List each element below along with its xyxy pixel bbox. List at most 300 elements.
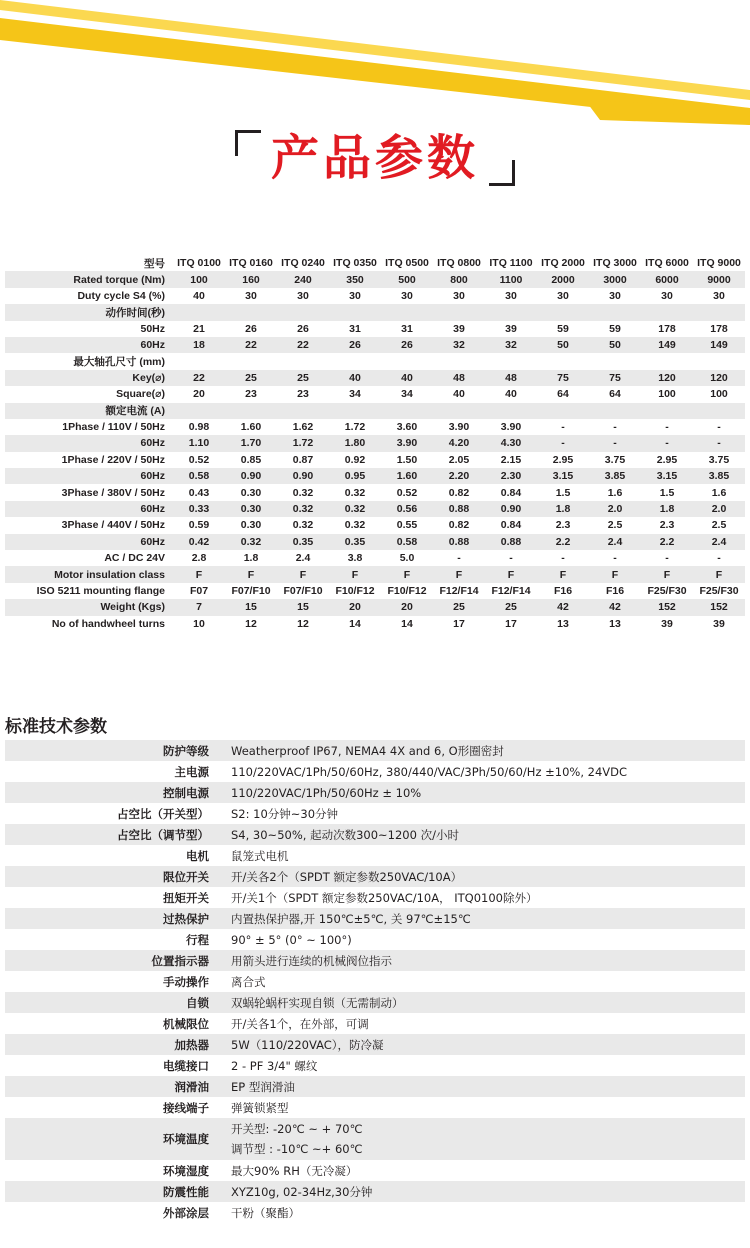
model-col-3: ITQ 0350 (329, 255, 381, 271)
table-cell: 3.85 (693, 468, 745, 484)
table-cell (225, 304, 277, 320)
list-item (5, 1013, 745, 1034)
table-cell: 23 (225, 386, 277, 402)
table-cell: - (641, 550, 693, 566)
table-cell: 0.32 (277, 484, 329, 500)
table-cell: 0.95 (329, 468, 381, 484)
model-col-9: ITQ 6000 (641, 255, 693, 271)
table-cell: - (537, 435, 589, 451)
table-cell: - (589, 419, 641, 435)
table-row (5, 452, 745, 468)
table-cell: 0.88 (433, 501, 485, 517)
list-item (5, 950, 745, 971)
table-cell: 15 (225, 599, 277, 615)
table-cell: F (225, 566, 277, 582)
table-cell: 0.90 (225, 468, 277, 484)
table-cell: 0.52 (173, 452, 225, 468)
table-cell: 3.15 (641, 468, 693, 484)
model-col-5: ITQ 0800 (433, 255, 485, 271)
table-cell (693, 403, 745, 419)
table-cell: F (485, 566, 537, 582)
spec-value: 用箭头进行连续的机械阀位指示 (219, 950, 745, 971)
table-cell: F12/F14 (485, 583, 537, 599)
table-cell: - (641, 435, 693, 451)
table-cell: 3.15 (537, 468, 589, 484)
spec-key: 占空比（开关型） (5, 803, 219, 824)
row-label: Motor insulation class (5, 566, 173, 582)
table-cell: F07/F10 (277, 583, 329, 599)
table-cell (589, 353, 641, 369)
table-cell (485, 403, 537, 419)
list-item (5, 992, 745, 1013)
table-cell: - (693, 435, 745, 451)
table-cell: 2.15 (485, 452, 537, 468)
table-cell: 9000 (693, 271, 745, 287)
spec-table-header (5, 255, 745, 271)
table-cell (589, 304, 641, 320)
table-cell: 17 (485, 616, 537, 632)
table-row (5, 517, 745, 533)
table-cell: 0.30 (225, 484, 277, 500)
row-label: 60Hz (5, 337, 173, 353)
spec-value: 5W（110/220VAC），防冷凝 (219, 1034, 745, 1055)
table-row (5, 484, 745, 500)
table-cell: 0.88 (433, 534, 485, 550)
section-heading: 标准技术参数 (5, 717, 107, 737)
table-cell: 26 (381, 337, 433, 353)
table-cell: 25 (225, 370, 277, 386)
table-cell: 2.20 (433, 468, 485, 484)
table-cell: 59 (537, 321, 589, 337)
table-cell: 26 (329, 337, 381, 353)
table-row (5, 468, 745, 484)
table-cell: 30 (693, 288, 745, 304)
table-row (5, 288, 745, 304)
row-label: Square(⌀) (5, 386, 173, 402)
table-cell: 42 (589, 599, 641, 615)
page-title-block (0, 128, 750, 188)
table-cell: 2.4 (589, 534, 641, 550)
table-cell: 1.8 (537, 501, 589, 517)
table-cell: 0.32 (225, 534, 277, 550)
table-row (5, 386, 745, 402)
table-cell: 39 (485, 321, 537, 337)
table-cell: F (433, 566, 485, 582)
table-cell: 64 (537, 386, 589, 402)
spec-key: 扭矩开关 (5, 887, 219, 908)
table-cell (225, 403, 277, 419)
table-cell: 0.58 (381, 534, 433, 550)
row-label: 1Phase / 220V / 50Hz (5, 452, 173, 468)
table-cell (277, 353, 329, 369)
spec-value: 双蜗轮蜗杆实现自锁（无需制动） (219, 992, 745, 1013)
table-cell: - (589, 550, 641, 566)
table-cell: 30 (329, 288, 381, 304)
table-cell: 21 (173, 321, 225, 337)
row-label: Key(⌀) (5, 370, 173, 386)
table-cell: F16 (589, 583, 641, 599)
table-cell: F07/F10 (225, 583, 277, 599)
table-cell: 120 (641, 370, 693, 386)
spec-value: XYZ10g, 02-34Hz,30分钟 (219, 1181, 745, 1202)
table-cell: 1.80 (329, 435, 381, 451)
table-cell: 0.35 (277, 534, 329, 550)
spec-value: 离合式 (219, 971, 745, 992)
list-item (5, 866, 745, 887)
table-cell: 0.32 (329, 484, 381, 500)
table-cell: 7 (173, 599, 225, 615)
table-cell: 0.56 (381, 501, 433, 517)
table-cell: 12 (225, 616, 277, 632)
table-row (5, 534, 745, 550)
table-cell: 0.30 (225, 517, 277, 533)
spec-key: 位置指示器 (5, 950, 219, 971)
row-label: 60Hz (5, 468, 173, 484)
row-label: 1Phase / 110V / 50Hz (5, 419, 173, 435)
table-cell: 3.8 (329, 550, 381, 566)
table-cell: 1.62 (277, 419, 329, 435)
table-cell: 1.72 (277, 435, 329, 451)
table-cell (693, 304, 745, 320)
table-cell (693, 353, 745, 369)
row-label: AC / DC 24V (5, 550, 173, 566)
table-cell (277, 403, 329, 419)
table-cell: 15 (277, 599, 329, 615)
list-item (5, 1202, 745, 1223)
list-item (5, 824, 745, 845)
table-cell: 48 (485, 370, 537, 386)
table-cell: 30 (589, 288, 641, 304)
row-label: 最大轴孔尺寸 (mm) (5, 353, 173, 369)
spec-key: 占空比（调节型） (5, 824, 219, 845)
table-cell: 100 (693, 386, 745, 402)
spec-value: 内置热保护器,开 150℃±5℃, 关 97℃±15℃ (219, 908, 745, 929)
table-cell: 30 (641, 288, 693, 304)
spec-key: 限位开关 (5, 866, 219, 887)
table-cell: 0.55 (381, 517, 433, 533)
table-cell: 3.90 (433, 419, 485, 435)
table-cell: - (537, 550, 589, 566)
table-cell: 26 (225, 321, 277, 337)
table-cell: 2.0 (693, 501, 745, 517)
table-cell: 12 (277, 616, 329, 632)
table-cell: 500 (381, 271, 433, 287)
table-cell: 2.5 (589, 517, 641, 533)
table-cell: 26 (277, 321, 329, 337)
table-cell: 178 (693, 321, 745, 337)
table-cell: 1.10 (173, 435, 225, 451)
list-item (5, 782, 745, 803)
table-cell: 0.58 (173, 468, 225, 484)
table-cell: F16 (537, 583, 589, 599)
table-cell (433, 353, 485, 369)
table-cell: 59 (589, 321, 641, 337)
spec-value: 开/关各2个（SPDT 额定参数250VAC/10A） (219, 866, 745, 887)
table-cell: F25/F30 (641, 583, 693, 599)
bracket-top-left-decoration (235, 130, 261, 156)
list-item (5, 761, 745, 782)
table-cell: 0.32 (329, 517, 381, 533)
table-cell (537, 353, 589, 369)
table-cell: 0.32 (329, 501, 381, 517)
table-cell: 0.84 (485, 517, 537, 533)
table-cell (485, 304, 537, 320)
spec-key: 电机 (5, 845, 219, 866)
table-cell: 0.87 (277, 452, 329, 468)
table-cell: 64 (589, 386, 641, 402)
table-cell: 40 (173, 288, 225, 304)
spec-key: 手动操作 (5, 971, 219, 992)
spec-value: 110/220VAC/1Ph/50/60Hz ± 10% (219, 782, 745, 803)
table-cell: 2.30 (485, 468, 537, 484)
table-cell (173, 353, 225, 369)
table-cell (537, 403, 589, 419)
table-cell: 0.33 (173, 501, 225, 517)
row-label: Weight (Kgs) (5, 599, 173, 615)
table-cell: 0.52 (381, 484, 433, 500)
table-cell: 1.8 (225, 550, 277, 566)
row-label: 3Phase / 380V / 50Hz (5, 484, 173, 500)
row-label: 60Hz (5, 534, 173, 550)
table-row (5, 271, 745, 287)
spec-value: 干粉（聚酯） (219, 1202, 745, 1223)
standard-technical-table (5, 740, 745, 1223)
row-label: 60Hz (5, 435, 173, 451)
table-cell (485, 353, 537, 369)
spec-value: EP 型润滑油 (219, 1076, 745, 1097)
table-cell: 1.72 (329, 419, 381, 435)
table-cell: 30 (433, 288, 485, 304)
yellow-ribbon-decoration (0, 0, 750, 125)
list-item (5, 1160, 745, 1181)
table-cell: 2.95 (641, 452, 693, 468)
table-cell: 4.20 (433, 435, 485, 451)
table-cell (381, 403, 433, 419)
table-cell: 14 (329, 616, 381, 632)
table-cell: 30 (381, 288, 433, 304)
table-cell: F12/F14 (433, 583, 485, 599)
spec-header-row (5, 255, 745, 271)
table-cell: 0.85 (225, 452, 277, 468)
spec-value: Weatherproof IP67, NEMA4 4X and 6, O形圈密封 (219, 740, 745, 761)
spec-value: 开/关各1个，在外部，可调 (219, 1013, 745, 1034)
table-cell: 178 (641, 321, 693, 337)
spec-key: 机械限位 (5, 1013, 219, 1034)
table-cell: 40 (433, 386, 485, 402)
table-cell: 1.8 (641, 501, 693, 517)
table-cell: 32 (433, 337, 485, 353)
table-cell: 152 (641, 599, 693, 615)
model-col-1: ITQ 0160 (225, 255, 277, 271)
table-cell: 25 (277, 370, 329, 386)
spec-key: 外部涂层 (5, 1202, 219, 1223)
table-cell: 2.0 (589, 501, 641, 517)
table-cell: 22 (173, 370, 225, 386)
table-cell: 30 (485, 288, 537, 304)
spec-key: 自锁 (5, 992, 219, 1013)
table-cell: F (537, 566, 589, 582)
table-cell: 23 (277, 386, 329, 402)
table-cell: F (329, 566, 381, 582)
row-label: 额定电流 (A) (5, 403, 173, 419)
table-cell: 0.59 (173, 517, 225, 533)
table-cell (589, 403, 641, 419)
table-cell (641, 403, 693, 419)
list-item (5, 971, 745, 992)
table-cell: F (589, 566, 641, 582)
row-label: Duty cycle S4 (%) (5, 288, 173, 304)
table-cell: - (693, 550, 745, 566)
table-cell (277, 304, 329, 320)
table-row (5, 566, 745, 582)
table-cell: F (173, 566, 225, 582)
table-row (5, 599, 745, 615)
table-cell (329, 403, 381, 419)
table-cell: 3.60 (381, 419, 433, 435)
table-cell: F07 (173, 583, 225, 599)
table-cell: 1.50 (381, 452, 433, 468)
spec-value: 110/220VAC/1Ph/50/60Hz, 380/440/VAC/3Ph/50/60/Hz ±10%, 24VDC (219, 761, 745, 782)
table-cell: 0.42 (173, 534, 225, 550)
row-label: ISO 5211 mounting flange (5, 583, 173, 599)
table-cell: F (641, 566, 693, 582)
table-cell: 2.3 (641, 517, 693, 533)
table-cell: 22 (225, 337, 277, 353)
row-label: 动作时间(秒) (5, 304, 173, 320)
list-item (5, 1034, 745, 1055)
spec-key: 过热保护 (5, 908, 219, 929)
table-cell: 0.90 (277, 468, 329, 484)
table-row (5, 321, 745, 337)
table-row (5, 370, 745, 386)
model-header-cell: 型号 (5, 255, 173, 271)
table-cell: 39 (641, 616, 693, 632)
table-cell: 40 (381, 370, 433, 386)
table-cell: 48 (433, 370, 485, 386)
table-cell (173, 403, 225, 419)
table-cell: - (641, 419, 693, 435)
table-cell: 2.5 (693, 517, 745, 533)
table-cell: 4.30 (485, 435, 537, 451)
model-col-10: ITQ 9000 (693, 255, 745, 271)
spec-value: 开/关1个（SPDT 额定参数250VAC/10A， ITQ0100除外） (219, 887, 745, 908)
table-cell: 152 (693, 599, 745, 615)
table-cell: 3000 (589, 271, 641, 287)
table-cell: 0.90 (485, 501, 537, 517)
model-col-2: ITQ 0240 (277, 255, 329, 271)
model-col-6: ITQ 1100 (485, 255, 537, 271)
model-col-7: ITQ 2000 (537, 255, 589, 271)
table-cell: 39 (433, 321, 485, 337)
table-cell: 800 (433, 271, 485, 287)
table-cell: 2.4 (277, 550, 329, 566)
table-cell: - (433, 550, 485, 566)
spec-key: 润滑油 (5, 1076, 219, 1097)
table-cell: 2.05 (433, 452, 485, 468)
list-item (5, 845, 745, 866)
table-cell: 20 (173, 386, 225, 402)
table-cell: 31 (381, 321, 433, 337)
spec-value: 弹簧锁紧型 (219, 1097, 745, 1118)
table-cell: 42 (537, 599, 589, 615)
table-cell: 0.82 (433, 517, 485, 533)
table-row (5, 304, 745, 320)
table-cell: 6000 (641, 271, 693, 287)
table-cell: 2.95 (537, 452, 589, 468)
table-cell: 75 (537, 370, 589, 386)
table-cell: 0.82 (433, 484, 485, 500)
table-cell: F10/F12 (381, 583, 433, 599)
model-col-0: ITQ 0100 (173, 255, 225, 271)
table-cell: 1.6 (693, 484, 745, 500)
table-cell: 0.92 (329, 452, 381, 468)
table-cell: 40 (485, 386, 537, 402)
table-cell: F25/F30 (693, 583, 745, 599)
table-row (5, 550, 745, 566)
table-cell: 39 (693, 616, 745, 632)
table-cell: 120 (693, 370, 745, 386)
list-item (5, 887, 745, 908)
table-cell: 75 (589, 370, 641, 386)
table-cell: 30 (537, 288, 589, 304)
table-cell: 100 (641, 386, 693, 402)
table-cell: 1.6 (589, 484, 641, 500)
list-item (5, 740, 745, 761)
table-cell: 3.75 (693, 452, 745, 468)
table-cell: 3.85 (589, 468, 641, 484)
table-cell (641, 304, 693, 320)
table-cell: 0.43 (173, 484, 225, 500)
spec-value: 2 - PF 3/4" 螺纹 (219, 1055, 745, 1076)
list-item (5, 1118, 745, 1160)
table-cell: 100 (173, 271, 225, 287)
spec-key: 主电源 (5, 761, 219, 782)
list-item (5, 803, 745, 824)
list-item (5, 929, 745, 950)
table-cell: F10/F12 (329, 583, 381, 599)
table-cell (225, 353, 277, 369)
table-row (5, 337, 745, 353)
table-cell: 17 (433, 616, 485, 632)
table-cell (173, 304, 225, 320)
table-cell: F (277, 566, 329, 582)
table-cell: 18 (173, 337, 225, 353)
table-cell: 2.8 (173, 550, 225, 566)
spec-value: S4, 30~50%, 起动次数300~1200 次/小时 (219, 824, 745, 845)
spec-value: 最大90% RH（无冷凝） (219, 1160, 745, 1181)
table-cell: 0.98 (173, 419, 225, 435)
table-cell: - (693, 419, 745, 435)
product-spec-table (5, 255, 745, 632)
row-label: No of handwheel turns (5, 616, 173, 632)
table-cell: 13 (589, 616, 641, 632)
table-cell (329, 304, 381, 320)
table-cell: 1.60 (381, 468, 433, 484)
table-cell: 50 (537, 337, 589, 353)
table-cell (381, 304, 433, 320)
table-cell: 3.75 (589, 452, 641, 468)
table-cell: 240 (277, 271, 329, 287)
spec-value: 开关型: -20℃ ~ + 70℃ 调节型 : -10℃ ~+ 60℃ (219, 1118, 745, 1160)
spec-key: 防护等级 (5, 740, 219, 761)
model-col-4: ITQ 0500 (381, 255, 433, 271)
table-cell: 32 (485, 337, 537, 353)
spec-table-body (5, 271, 745, 632)
table-row (5, 403, 745, 419)
table-cell: 1100 (485, 271, 537, 287)
table-cell: 25 (433, 599, 485, 615)
table-cell: 14 (381, 616, 433, 632)
